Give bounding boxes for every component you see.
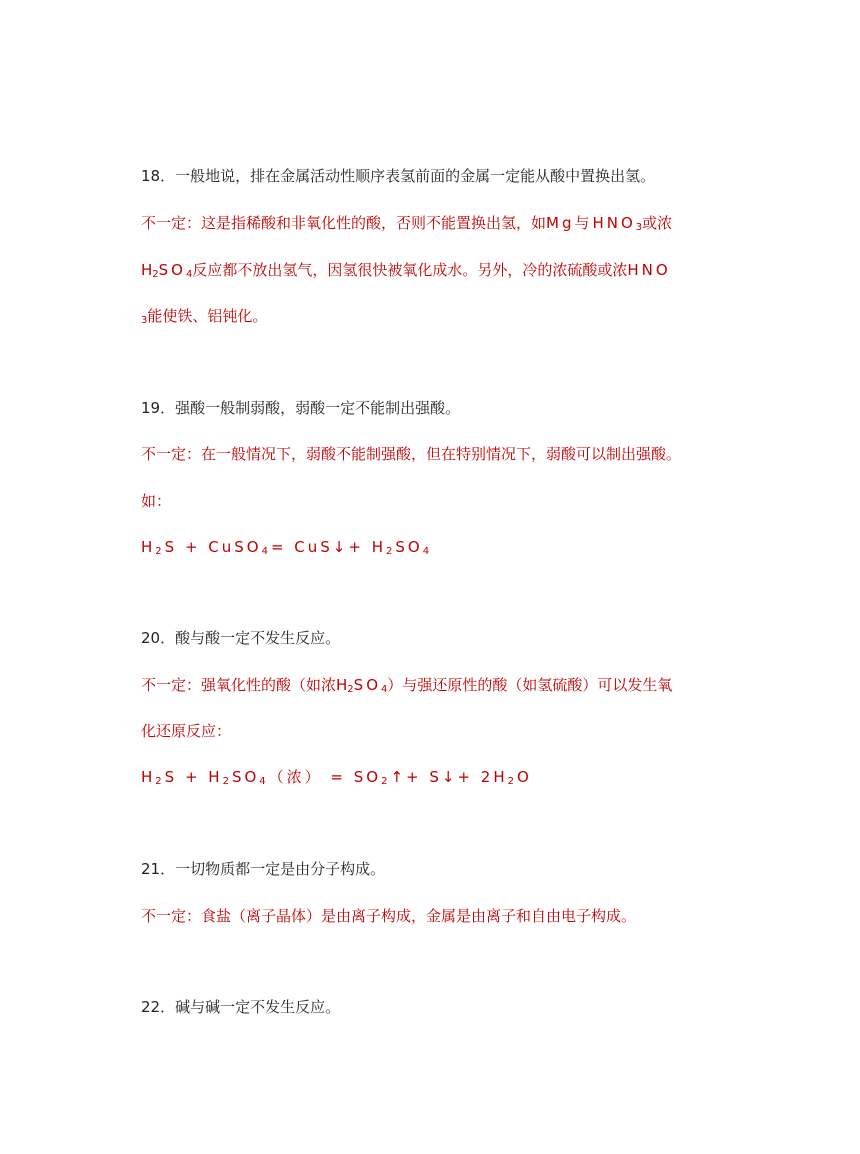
question-18: 18．一般地说，排在金属活动性顺序表氢前面的金属一定能从酸中置换出氢。 <box>141 167 656 185</box>
question-22: 22．碱与碱一定不发生反应。 <box>141 998 341 1016</box>
answer-18-line-2: $H_2SO_4$反应都不放出氢气，因氢很快被氧化成水。另外，冷的浓硫酸或浓HNO <box>141 261 671 280</box>
answer-19-line-2: 如： <box>141 492 172 510</box>
equation-20: $H_2S + H_2SO_4$（浓） = $SO_2↑+$ S↓+ $2H_2O$ <box>141 768 532 787</box>
answer-18-line-3: $_3$能使铁、铝钝化。 <box>141 307 268 326</box>
question-19: 19．强酸一般制弱酸，弱酸一定不能制出强酸。 <box>141 399 461 417</box>
question-21: 21．一切物质都一定是由分子构成。 <box>141 860 386 878</box>
question-20: 20．酸与酸一定不发生反应。 <box>141 629 341 647</box>
answer-21-line-1: 不一定：食盐（离子晶体）是由离子构成，金属是由离子和自由电子构成。 <box>141 907 637 925</box>
answer-19-line-1: 不一定：在一般情况下，弱酸不能制强酸，但在特别情况下，弱酸可以制出强酸。 <box>141 445 682 463</box>
answer-20-line-1: 不一定：强氧化性的酸（如浓$H_2SO_4$）与强还原性的酸（如氢硫酸）可以发生氧 <box>141 676 673 695</box>
answer-18-line-1: 不一定：这是指稀酸和非氧化性的酸，否则不能置换出氢，如Mg与$HNO_3$或浓 <box>141 214 673 233</box>
answer-20-line-2: 化还原反应： <box>141 722 232 740</box>
equation-19: $H_2S$ + CuSO$_4$= CuS↓+ $H_2SO_4$ <box>141 538 433 557</box>
